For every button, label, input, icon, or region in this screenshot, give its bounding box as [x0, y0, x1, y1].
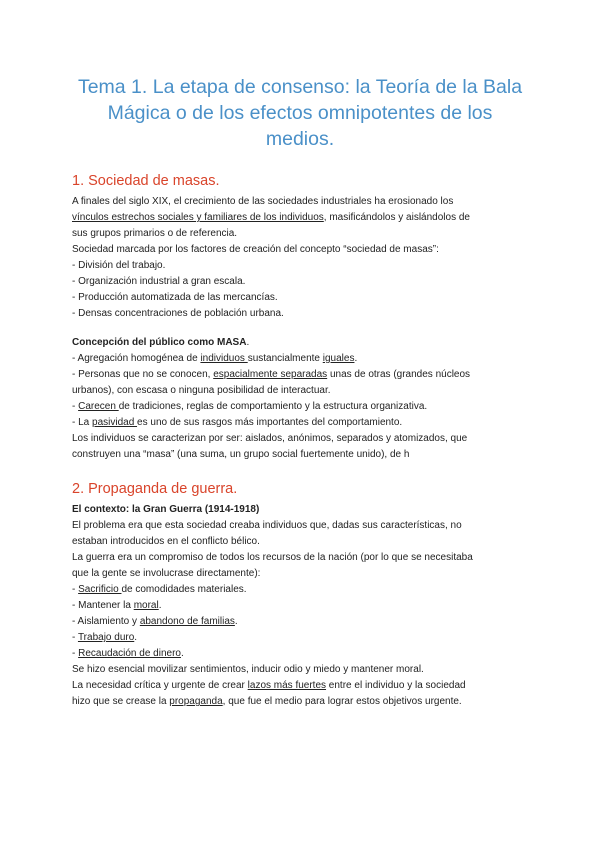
paragraph-line: [72, 678, 532, 694]
text: -: [72, 401, 79, 412]
paragraph-line: A finales del siglo XIX, el crecimiento de las sociedades industriales ha erosionado los: [72, 196, 454, 207]
section-heading: 2. Propaganda de guerra.: [72, 481, 238, 497]
underlined-text: individuos: [200, 353, 248, 364]
text: - Agregación homogénea de: [72, 353, 201, 364]
list-item: [72, 399, 532, 415]
list-item: urbanos), con escasa o ninguna posibilidad de interactuar.: [72, 385, 331, 396]
paragraph-line: La guerra era un compromiso de todos los recursos de la nación (por lo que se necesitaba: [72, 552, 473, 563]
list-item: [72, 630, 532, 646]
underlined-text: iguales: [322, 353, 355, 364]
text: - Personas que no se conocen,: [72, 369, 214, 380]
text: .: [134, 632, 138, 643]
paragraph-line: que la gente se involucrase directamente):: [72, 568, 261, 579]
text: .: [234, 616, 238, 627]
text: -: [72, 648, 79, 659]
text: de tradiciones, reglas de comportamiento y la estructura organizativa.: [118, 401, 428, 412]
text: - La: [72, 417, 93, 428]
list-item: [72, 582, 532, 598]
text: unas de otras (grandes núcleos: [327, 369, 471, 380]
underlined-text: propaganda: [169, 696, 223, 707]
underlined-text: pasividad: [92, 417, 138, 428]
title-line: Mágica o de los efectos omnipotentes de los: [107, 102, 493, 124]
underlined-text: lazos más fuertes: [247, 680, 327, 691]
list-item: [72, 367, 532, 383]
bold-text: Concepción del público como MASA: [72, 337, 247, 348]
paragraph-line: construyen una “masa” (una suma, un grupo social fuertemente unido), de h: [72, 449, 410, 460]
underlined-text: Trabajo duro: [77, 632, 135, 643]
text: .: [180, 648, 184, 659]
text: , que fue el medio para lograr estos objetivos urgente.: [222, 696, 462, 707]
text: - Mantener la: [72, 600, 134, 611]
paragraph-line: [72, 694, 532, 710]
text: .: [354, 353, 358, 364]
underlined-text: Recaudación de dinero: [78, 648, 181, 659]
list-item: - División del trabajo.: [72, 260, 166, 271]
list-item: [72, 614, 532, 630]
section-sociedad-de-masas: [72, 172, 532, 463]
underlined-text: espacialmente separadas: [213, 369, 328, 380]
list-item: - Producción automatizada de las mercancías.: [72, 292, 278, 303]
paragraph-line: sus grupos primarios o de referencia.: [72, 228, 238, 239]
paragraph-line: Se hizo esencial movilizar sentimientos, inducir odio y miedo y mantener moral.: [72, 664, 424, 675]
list-item: [72, 351, 532, 367]
section-propaganda-de-guerra: [72, 480, 532, 710]
subheading: [72, 335, 532, 351]
text: -: [72, 584, 79, 595]
underlined-text: Sacrificio: [78, 584, 122, 595]
title-line: Tema 1. La etapa de consenso: la Teoría de la Bala: [77, 76, 523, 98]
paragraph-line: estaban introducidos en el conflicto bélico.: [72, 536, 260, 547]
underlined-text: moral: [133, 600, 159, 611]
text: La necesidad crítica y urgente de crear: [72, 680, 248, 691]
text: de comodidades materiales.: [121, 584, 247, 595]
list-item: - Densas concentraciones de población urbana.: [72, 308, 284, 319]
underlined-text: abandono de familias: [139, 616, 235, 627]
paragraph-line: Los individuos se caracterizan por ser: aislados, anónimos, separados y atomizados, que: [72, 433, 468, 444]
document-title: [70, 74, 530, 152]
text: entre el individuo y la sociedad: [326, 680, 466, 691]
text: .: [158, 600, 162, 611]
underlined-text: Carecen: [78, 401, 119, 412]
section-heading: 1. Sociedad de masas.: [72, 173, 220, 189]
subheading: El contexto: la Gran Guerra (1914-1918): [72, 504, 260, 515]
paragraph-line: El problema era que esta sociedad creaba individuos que, dadas sus características, no: [72, 520, 462, 531]
list-item: [72, 598, 532, 614]
text: .: [246, 337, 250, 348]
list-item: [72, 646, 532, 662]
text: hizo que se crease la: [72, 696, 170, 707]
text: -: [72, 632, 78, 643]
text: sustancialmente: [247, 353, 323, 364]
text: es uno de sus rasgos más importantes del comportamiento.: [137, 417, 403, 428]
title-line: medios.: [265, 128, 335, 150]
list-item: - Organización industrial a gran escala.: [72, 276, 246, 287]
underlined-text: vínculos estrechos sociales y familiares de los individuos: [72, 212, 324, 223]
paragraph-line: Sociedad marcada por los factores de creación del concepto “sociedad de masas”:: [72, 244, 439, 255]
paragraph-line: [72, 210, 532, 226]
text: , masificándolos y aislándolos de: [323, 212, 470, 223]
text: - Aislamiento y: [72, 616, 140, 627]
list-item: [72, 415, 532, 431]
